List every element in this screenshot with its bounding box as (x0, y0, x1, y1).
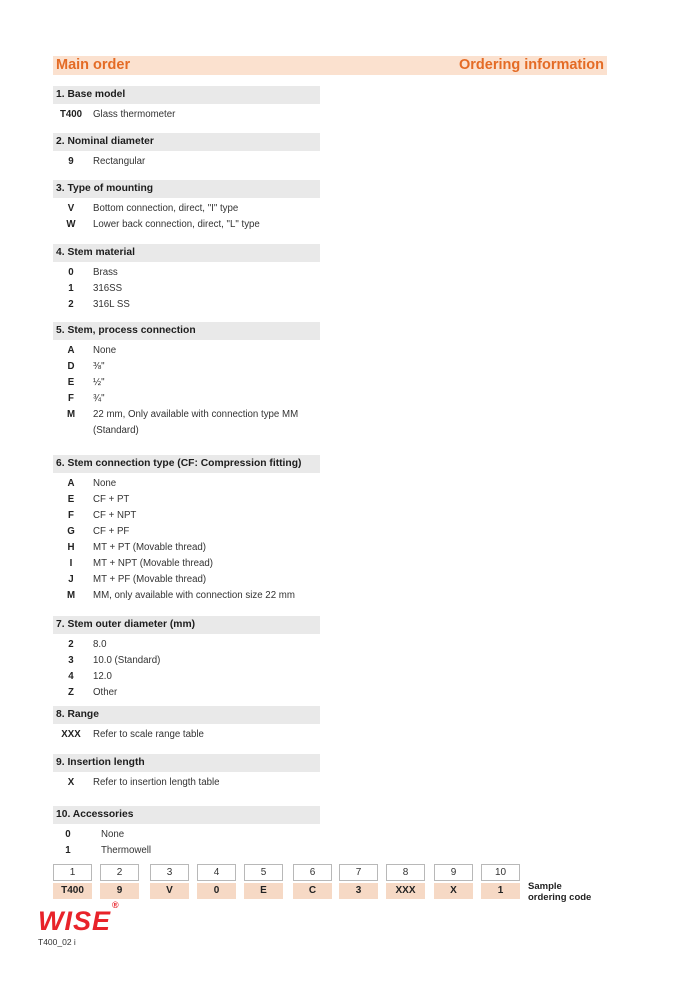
section-accessories (53, 806, 320, 859)
list-item (53, 265, 320, 281)
list-item (53, 391, 320, 407)
code-number: 5 (244, 864, 283, 881)
section-title: 9. Insertion length (53, 754, 320, 772)
item-code: G (67, 526, 75, 537)
logo-text: WISE (38, 906, 112, 936)
item-desc: None (93, 478, 117, 489)
item-desc: 10.0 (Standard) (93, 655, 161, 666)
item-desc: Other (93, 687, 118, 698)
section-title: 4. Stem material (53, 244, 320, 262)
code-value: 0 (197, 883, 236, 899)
item-code: E (67, 377, 75, 388)
item-code: 2 (68, 639, 74, 650)
item-code: XXX (61, 729, 81, 740)
code-value: X (434, 883, 473, 899)
section-title: 1. Base model (53, 86, 320, 104)
code-number: 7 (339, 864, 378, 881)
section-title: 8. Range (53, 706, 320, 724)
item-code: 3 (68, 655, 74, 666)
list-item (53, 572, 320, 588)
item-code: X (67, 777, 75, 788)
item-desc: 8.0 (93, 639, 107, 650)
list-item (53, 843, 320, 859)
header-right-title: Ordering information (459, 57, 604, 73)
code-value: C (293, 883, 332, 899)
item-desc: Refer to scale range table (93, 729, 204, 740)
item-desc: Thermowell (101, 845, 152, 856)
header-left-title: Main order (56, 57, 131, 73)
code-value: 1 (481, 883, 520, 899)
list-item (53, 637, 320, 653)
code-value: V (150, 883, 189, 899)
code-number: 3 (150, 864, 189, 881)
item-code: J (68, 574, 74, 585)
sample-ordering-code-label (528, 881, 591, 903)
section-title: 2. Nominal diameter (53, 133, 320, 151)
section-process-connection (53, 322, 320, 439)
item-code: A (67, 478, 75, 489)
list-item (53, 154, 320, 170)
list-item (53, 588, 320, 604)
code-number: 9 (434, 864, 473, 881)
list-item (53, 540, 320, 556)
item-desc: Lower back connection, direct, "L" type (93, 219, 260, 230)
code-value: 3 (339, 883, 378, 899)
section-mounting (53, 180, 320, 233)
list-item (53, 297, 320, 313)
section-title: 7. Stem outer diameter (mm) (53, 616, 320, 634)
list-item (53, 359, 320, 375)
code-box (100, 864, 139, 899)
item-code: M (66, 409, 76, 420)
item-desc: MT + PF (Movable thread) (93, 574, 207, 585)
item-desc: CF + PT (93, 494, 130, 505)
code-value: T400 (53, 883, 92, 899)
section-range (53, 706, 320, 743)
code-number: 2 (100, 864, 139, 881)
item-desc: Brass (93, 267, 118, 278)
code-value: XXX (386, 883, 425, 899)
code-box (150, 864, 189, 899)
list-item (53, 281, 320, 297)
list-item (53, 107, 320, 123)
item-desc: 12.0 (93, 671, 112, 682)
code-box (53, 864, 92, 899)
item-code: A (67, 345, 75, 356)
code-box (434, 864, 473, 899)
section-insertion-length (53, 754, 320, 791)
item-code: 0 (68, 267, 74, 278)
list-item (53, 508, 320, 524)
list-item (53, 827, 320, 843)
item-desc: MM, only available with connection size 22 mm (93, 590, 295, 601)
item-code: V (67, 203, 75, 214)
sample-label-line1: Sample (528, 881, 562, 892)
item-desc: MT + NPT (Movable thread) (93, 558, 213, 569)
section-stem-material (53, 244, 320, 313)
section-title: 10. Accessories (53, 806, 320, 824)
list-item (53, 407, 320, 439)
list-item (53, 492, 320, 508)
section-title: 6. Stem connection type (CF: Compression fitting) (53, 455, 320, 473)
code-number: 6 (293, 864, 332, 881)
section-title: 5. Stem, process connection (53, 322, 320, 340)
item-code: M (66, 590, 76, 601)
list-item (53, 556, 320, 572)
item-code: F (68, 510, 74, 521)
code-box (197, 864, 236, 899)
code-number: 10 (481, 864, 520, 881)
item-desc: ¾" (93, 393, 105, 404)
item-code: Z (68, 687, 74, 698)
item-desc: 316SS (93, 283, 123, 294)
list-item (53, 775, 320, 791)
item-code: I (69, 558, 73, 569)
item-code: 1 (65, 845, 71, 856)
item-code: 2 (68, 299, 74, 310)
section-connection-type (53, 455, 320, 604)
item-desc: Rectangular (93, 156, 146, 167)
section-base-model (53, 86, 320, 123)
item-code: 1 (68, 283, 74, 294)
list-item (53, 685, 320, 701)
section-nominal-diameter (53, 133, 320, 170)
item-desc: 22 mm, Only available with connection type MM (Standard) (93, 409, 299, 436)
item-code: F (68, 393, 74, 404)
wise-logo (38, 900, 120, 937)
code-box (293, 864, 332, 899)
item-code: T400 (59, 109, 83, 120)
code-number: 4 (197, 864, 236, 881)
document-id: T400_02 i (38, 937, 76, 947)
list-item (53, 524, 320, 540)
list-item (53, 201, 320, 217)
item-desc: Bottom connection, direct, "I" type (93, 203, 239, 214)
item-desc: CF + PF (93, 526, 130, 537)
list-item (53, 343, 320, 359)
item-desc: ½" (93, 377, 105, 388)
item-code: H (67, 542, 75, 553)
list-item (53, 375, 320, 391)
list-item (53, 476, 320, 492)
list-item (53, 669, 320, 685)
code-value: E (244, 883, 283, 899)
list-item (53, 217, 320, 233)
code-box (339, 864, 378, 899)
code-number: 8 (386, 864, 425, 881)
item-desc: Glass thermometer (93, 109, 176, 120)
item-code: W (66, 219, 76, 230)
item-desc: None (101, 829, 125, 840)
item-code: E (67, 494, 75, 505)
registered-mark: ® (112, 900, 120, 910)
code-value: 9 (100, 883, 139, 899)
item-code: 4 (68, 671, 74, 682)
item-desc: Refer to insertion length table (93, 777, 220, 788)
item-desc: CF + NPT (93, 510, 137, 521)
item-code: 9 (68, 156, 74, 167)
item-code: D (67, 361, 75, 372)
code-number: 1 (53, 864, 92, 881)
list-item (53, 653, 320, 669)
item-desc: 316L SS (93, 299, 130, 310)
item-desc: ⅜" (93, 361, 105, 372)
section-outer-diameter (53, 616, 320, 701)
list-item (53, 727, 320, 743)
item-desc: MT + PT (Movable thread) (93, 542, 206, 553)
code-box (481, 864, 520, 899)
item-code: 0 (65, 829, 71, 840)
code-box (386, 864, 425, 899)
sample-label-line2: ordering code (528, 892, 592, 903)
item-desc: None (93, 345, 117, 356)
header-banner (53, 56, 607, 75)
section-title: 3. Type of mounting (53, 180, 320, 198)
code-box (244, 864, 283, 899)
